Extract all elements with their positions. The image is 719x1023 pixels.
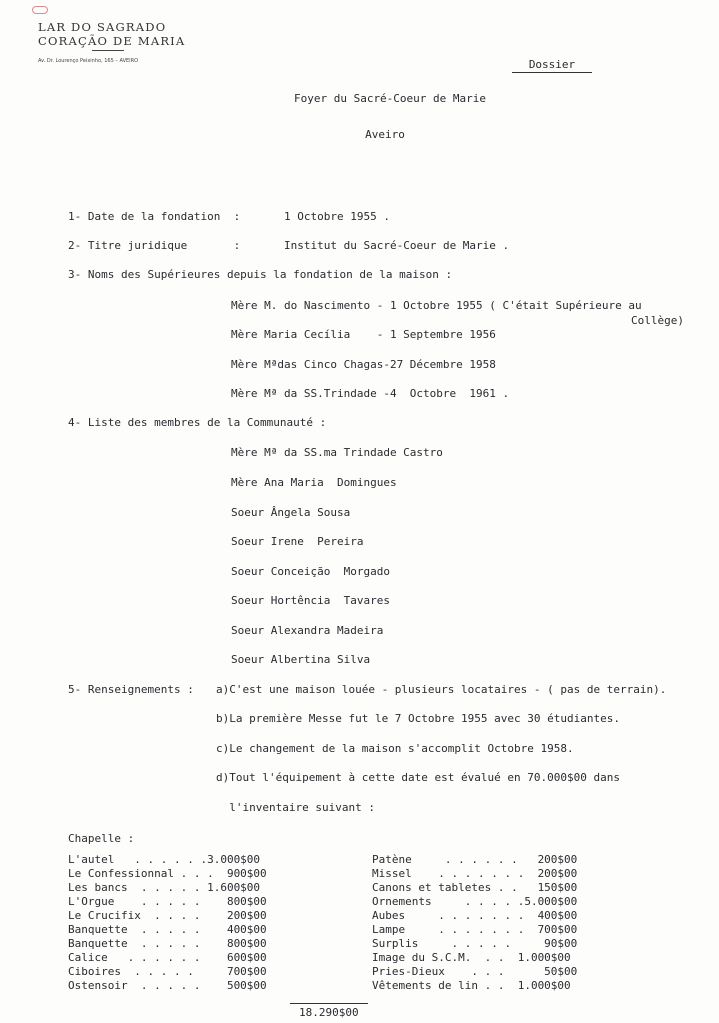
membres-label: 4- Liste des membres de la Communauté :	[68, 416, 327, 429]
document-title: Foyer du Sacré-Coeur de Marie	[293, 92, 487, 105]
renseignement-item: d)Tout l'équipement à cette date est évalué en 70.000$00 dans	[216, 771, 620, 784]
superieure-item: Mère Mª da SS.Trindade -4 Octobre 1961 .	[231, 387, 510, 400]
renseignement-item: a)C'est une maison louée - plusieurs locataires - ( pas de terrain).	[216, 683, 667, 696]
inventory-left-row: Le Crucifix . . . . 200$00	[68, 909, 267, 922]
membre-item: Soeur Irene Pereira	[231, 535, 364, 548]
membre-item: Soeur Conceição Morgado	[231, 565, 390, 578]
renseignement-item: c)Le changement de la maison s'accomplit Octobre 1958.	[216, 742, 574, 755]
letterhead-address: Av. Dr. Lourenço Peixinho, 165 – AVEIRO	[38, 58, 139, 64]
inventory-right-row: Vêtements de lin . . 1.000$00	[372, 979, 571, 992]
letterhead-divider	[92, 50, 124, 51]
inventory-right-row: Missel . . . . . . . 200$00	[372, 867, 578, 880]
renseignement-item: l'inventaire suivant :	[216, 801, 375, 814]
renseignement-item: b)La première Messe fut le 7 Octobre 1955 avec 30 étudiantes.	[216, 712, 620, 725]
inventory-total: 18.290$00	[299, 1006, 359, 1019]
inventory-left-row: Le Confessionnal . . . 900$00	[68, 867, 267, 880]
inventory-left-row: Ostensoir . . . . . 500$00	[68, 979, 267, 992]
inventory-right-row: Ornements . . . . .5.000$00	[372, 895, 578, 908]
dossier-label: Dossier	[512, 58, 592, 73]
fondation-label: 1- Date de la fondation :	[68, 210, 241, 223]
inventory-left-row: Les bancs . . . . . 1.600$00	[68, 881, 261, 894]
inventory-left-row: Banquette . . . . . 400$00	[68, 923, 267, 936]
titre-label: 2- Titre juridique :	[68, 239, 241, 252]
superieure-item: Mère Maria Cecília - 1 Septembre 1956	[231, 328, 496, 341]
inventory-left-row: Calice . . . . . . 600$00	[68, 951, 267, 964]
titre-value: Institut du Sacré-Coeur de Marie .	[284, 239, 510, 252]
inventory-right-row: Patène . . . . . . 200$00	[372, 853, 578, 866]
fondation-value: 1 Octobre 1955 .	[284, 210, 390, 223]
inventory-right-row: Pries-Dieux . . . 50$00	[372, 965, 578, 978]
membre-item: Mère Ana Maria Domingues	[231, 476, 397, 489]
inventory-right-row: Canons et tabletes . . 150$00	[372, 881, 578, 894]
membre-item: Soeur Ângela Sousa	[231, 506, 351, 519]
total-divider	[290, 1003, 368, 1004]
inventory-left-row: Banquette . . . . . 800$00	[68, 937, 267, 950]
document-subtitle: Aveiro	[365, 128, 405, 141]
renseignements-label: 5- Renseignements :	[68, 683, 194, 696]
superieure-item: Mère Mªdas Cinco Chagas-27 Décembre 1958	[231, 358, 496, 371]
membre-item: Soeur Albertina Silva	[231, 653, 371, 666]
inventory-right-row: Lampe . . . . . . . 700$00	[372, 923, 578, 936]
superieure-item: Mère M. do Nascimento - 1 Octobre 1955 ( C'était Supérieure au	[231, 299, 642, 312]
red-stamp-mark: ​	[32, 6, 48, 14]
letterhead-line2: CORAÇÃO DE MARIA	[38, 34, 186, 48]
inventory-left-row: L'autel . . . . . .3.000$00	[68, 853, 261, 866]
inventory-right-row: Image du S.C.M. . . 1.000$00	[372, 951, 571, 964]
chapelle-label: Chapelle :	[68, 832, 135, 845]
superieures-label: 3- Noms des Supérieures depuis la fondation de la maison :	[68, 268, 453, 281]
inventory-left-row: Ciboires . . . . . 700$00	[68, 965, 267, 978]
membre-item: Soeur Hortência Tavares	[231, 594, 390, 607]
membre-item: Mère Mª da SS.ma Trindade Castro	[231, 446, 443, 459]
inventory-right-row: Surplis . . . . . 90$00	[372, 937, 578, 950]
membre-item: Soeur Alexandra Madeira	[231, 624, 384, 637]
letterhead-line1: LAR DO SAGRADO	[38, 20, 167, 34]
inventory-right-row: Aubes . . . . . . . 400$00	[372, 909, 578, 922]
inventory-left-row: L'Orgue . . . . . 800$00	[68, 895, 267, 908]
superieure-item: Collège)	[631, 314, 684, 327]
